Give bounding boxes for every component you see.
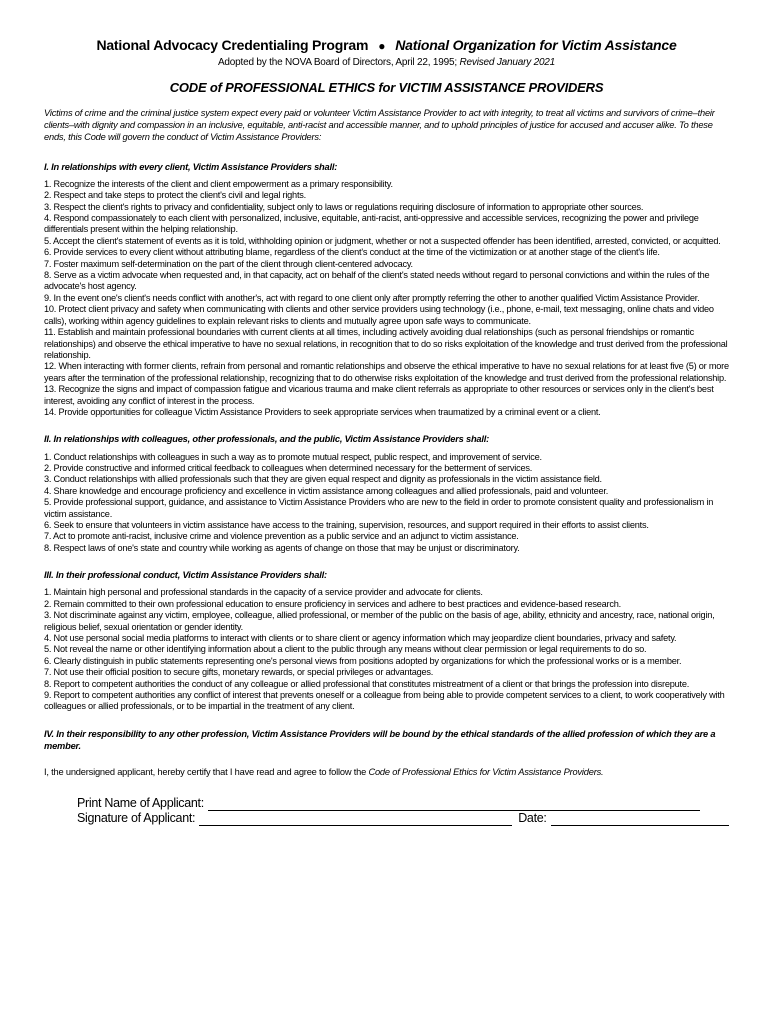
certification-doc-name: Code of Professional Ethics for Victim Assistance Providers.	[368, 767, 604, 778]
print-name-line[interactable]	[208, 799, 700, 811]
adoption-note	[44, 56, 729, 69]
list-item: 9. Report to competent authorities any conflict of interest that prevents oneself or a colleague from being able to provide competent services to a client, to work cooperatively with colleagues or allied professionals, or to be impartial in the treatment of any client.	[44, 690, 725, 712]
document-title: CODE of PROFESSIONAL ETHICS for VICTIM ASSISTANCE PROVIDERS	[169, 80, 604, 95]
list-item: 4. Respond compassionately to each client with personalized, inclusive, equitable, anti-racist, anti-oppressive and accessible services, recognizing the power and privilege differentials present within the helping relationship.	[44, 213, 699, 235]
date-line[interactable]	[551, 814, 729, 826]
revised-date: Revised January 2021	[459, 57, 556, 68]
list-item: 1. Maintain high personal and professional standards in the capacity of a service provider and advocate for clients.	[44, 587, 483, 598]
program-name: National Advocacy Credentialing Program	[96, 37, 369, 53]
list-item: 2. Provide constructive and informed critical feedback to colleagues when determined necessary for the betterment of services.	[44, 462, 533, 473]
bullet-separator: ●	[378, 39, 386, 53]
signature-block	[77, 796, 729, 826]
sections-container	[44, 161, 729, 753]
list-item: 6. Provide services to every client without attributing blame, regardless of the client's conduct at the time of the victimization or at another stage of the client's life.	[44, 247, 660, 258]
list-item: 10. Protect client privacy and safety when communicating with clients and other service providers using technology (i.e., phone, e-mail, text messaging, online chats and video calls), working within agency guidelines to explain relevant risks to clients and mutually agree upon safe ways to communicate.	[44, 304, 714, 326]
section-item-list	[44, 179, 729, 419]
list-item: 7. Foster maximum self-determination on the part of the client through client-centered advocacy.	[44, 258, 413, 269]
list-item: 2. Remain committed to their own professional education to ensure proficiency in services and adhere to best practices and evidence-based research.	[44, 598, 621, 609]
list-item: 3. Not discriminate against any victim, employee, colleague, allied professional, or member of the public on the basis of age, ability, ethnicity and ancestry, race, national origin, religious belief, sexual orientation or gender identity.	[44, 610, 715, 632]
list-item: 8. Respect laws of one's state and country while working as agents of change on those that may be unjust or discriminatory.	[44, 542, 520, 553]
intro-paragraph: Victims of crime and the criminal justice system expect every paid or volunteer Victim Assistance Provider to act with integrity, to treat all victims and survivors of crime–their clients–with dignity and compassion in an inclusive, equitable, anti-racist and accessible manner, and to uphold principles of justice for accused and accuser alike. To these ends, this Code will govern the conduct of Victim Assistance Providers:	[44, 108, 715, 143]
organization-name: National Organization for Victim Assistance	[395, 37, 677, 53]
date-label: Date:	[518, 811, 547, 826]
list-item: 3. Respect the client's rights to privacy and confidentiality, subject only to laws or regulations requiring disclosure of information to appropriate other sources.	[44, 201, 644, 212]
list-item: 6. Seek to ensure that volunteers in victim assistance have access to the training, supervision, resources, and support required in their efforts to assist clients.	[44, 519, 649, 530]
list-item: 3. Conduct relationships with allied professionals such that they are given equal respect and dignity as professionals in the victim assistance field.	[44, 474, 602, 485]
signature-line[interactable]	[199, 814, 512, 826]
list-item: 5. Provide professional support, guidance, and assistance to Victim Assistance Providers who are new to the field in order to promote consistent quality and professionalism in victim assistance.	[44, 497, 714, 519]
program-header	[44, 36, 729, 55]
list-item: 7. Not use their official position to secure gifts, monetary rewards, or special privileges or advantages.	[44, 667, 434, 678]
list-item: 12. When interacting with former clients, refrain from personal and romantic relationships and observe the ethical imperative to have no sexual relations for at least five (5) or more years after the termination of the professional relationship, recognizing that to do otherwise risks exploitation of the knowledge and trust derived from the professional relationship.	[44, 361, 729, 383]
section-item-list	[44, 587, 729, 712]
section-heading: II. In relationships with colleagues, other professionals, and the public, Victim Assistance Providers shall:	[44, 434, 490, 445]
adopted-date: Adopted by the NOVA Board of Directors, April 22, 1995;	[217, 57, 457, 68]
signature-row	[77, 811, 729, 826]
list-item: 14. Provide opportunities for colleague Victim Assistance Providers to seek appropriate services when traumatized by a criminal event or a client.	[44, 406, 601, 417]
section-heading: III. In their professional conduct, Victim Assistance Providers shall:	[44, 570, 327, 581]
list-item: 5. Not reveal the name or other identifying information about a client to the public through any means without clear permission or legal requirements to do so.	[44, 644, 647, 655]
certification-statement	[44, 766, 729, 778]
list-item: 13. Recognize the signs and impact of compassion fatigue and vicarious trauma and make client referrals as appropriate to other resources or services only in the client's best interest, avoiding any conflict of interest in the process.	[44, 384, 714, 406]
print-name-label: Print Name of Applicant:	[77, 796, 204, 811]
certification-text: I, the undersigned applicant, hereby certify that I have read and agree to follow the	[44, 767, 367, 778]
list-item: 1. Conduct relationships with colleagues in such a way as to promote mutual respect, public respect, and improvement of service.	[44, 451, 542, 462]
list-item: 8. Report to competent authorities the conduct of any colleague or allied professional that constitutes mistreatment of a client or that brings the profession into disrepute.	[44, 678, 690, 689]
list-item: 8. Serve as a victim advocate when requested and, in that capacity, act on behalf of the client's stated needs without regard to personal convictions and within the rules of the advocate's host agency.	[44, 270, 710, 292]
section-heading: I. In relationships with every client, Victim Assistance Providers shall:	[44, 161, 338, 172]
section-item-list	[44, 452, 729, 555]
list-item: 1. Recognize the interests of the client and client empowerment as a primary responsibility.	[44, 178, 393, 189]
list-item: 7. Act to promote anti-racist, inclusive crime and violence prevention as a public service and an adjunct to victim assistance.	[44, 531, 519, 542]
list-item: 11. Establish and maintain professional boundaries with current clients at all times, including actively avoiding dual relationships (such as personal friendships or romantic relationships) and observe the ethical imperative to have no sexual relations, in recognition that to do so risks exploitation of the knowledge and trust derived from the professional relationship.	[44, 327, 728, 360]
list-item: 2. Respect and take steps to protect the client's civil and legal rights.	[44, 190, 306, 201]
list-item: 5. Accept the client's statement of events as it is told, withholding opinion or judgment, whether or not a suspected offender has been identified, arrested, convicted, or acquitted.	[44, 235, 721, 246]
section-heading: IV. In their responsibility to any other profession, Victim Assistance Providers will be bound by the ethical standards of the allied profession of which they are a member.	[44, 728, 716, 752]
print-name-row	[77, 796, 729, 811]
list-item: 4. Not use personal social media platforms to interact with clients or to share client or agency information which may jeopardize client boundaries, privacy and safety.	[44, 633, 677, 644]
list-item: 6. Clearly distinguish in public statements representing one's personal views from positions adopted by organizations for which the professional works or is a member.	[44, 655, 682, 666]
list-item: 4. Share knowledge and encourage proficiency and excellence in victim assistance among colleagues and allied professionals, paid and volunteer.	[44, 485, 609, 496]
list-item: 9. In the event one's client's needs conflict with another's, act with regard to one client only after promptly referring the other to another qualified Victim Assistance Provider.	[44, 292, 700, 303]
signature-label: Signature of Applicant:	[77, 811, 196, 826]
